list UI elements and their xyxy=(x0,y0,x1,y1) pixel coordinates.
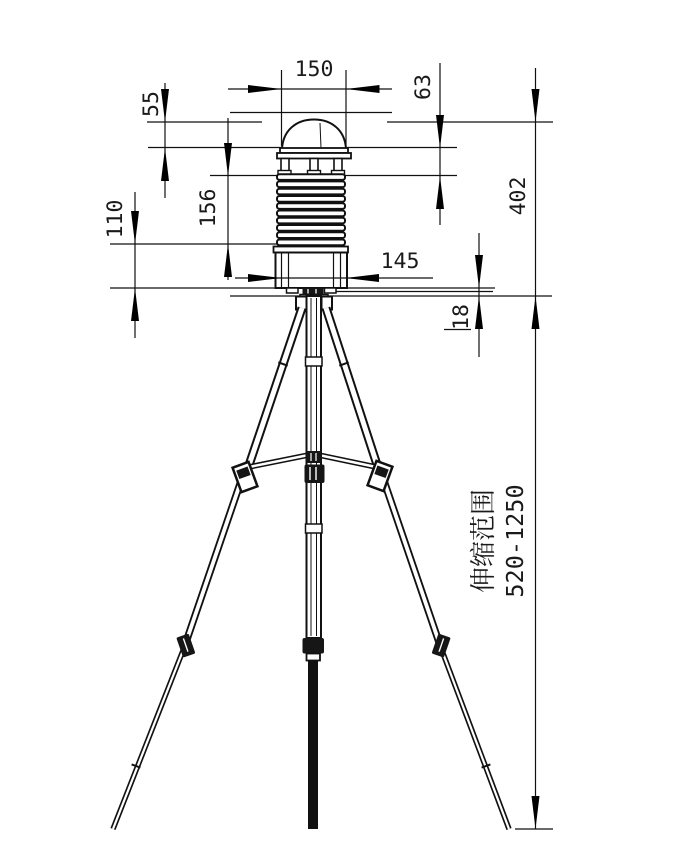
dim-label-156: 156 xyxy=(196,188,221,228)
weather-sensor xyxy=(274,120,352,310)
dim-label-150: 150 xyxy=(294,57,334,82)
dome-plate-lower xyxy=(277,153,351,159)
tripod xyxy=(113,296,509,829)
column-nut xyxy=(307,654,321,661)
dim-label-63: 63 xyxy=(411,74,436,100)
tripod-leg-left-lower xyxy=(113,481,241,829)
column-band xyxy=(306,524,323,533)
telescopic-range-value: 520-1250 xyxy=(501,484,529,598)
dim-label-145: 145 xyxy=(380,249,420,274)
telescopic-range-caption: 伸缩范围 xyxy=(469,488,499,594)
dim-label-110: 110 xyxy=(103,199,128,239)
sensor-base xyxy=(274,247,349,294)
dim-label-55: 55 xyxy=(139,91,164,117)
base-foot-right xyxy=(325,288,337,293)
column-band xyxy=(306,357,323,366)
tripod-leg-right-upper xyxy=(326,308,381,477)
dim-label-402: 402 xyxy=(506,176,531,216)
base-foot-left xyxy=(287,288,299,293)
center-pole xyxy=(308,660,318,829)
strut-peak-block xyxy=(306,451,322,463)
pillars xyxy=(278,159,345,175)
strut-collar xyxy=(305,465,325,484)
sensor-dome xyxy=(282,120,346,150)
tripod-leg-left-upper xyxy=(245,308,302,477)
louver-stack xyxy=(277,174,345,245)
dim-label-18: 18 xyxy=(449,304,474,330)
tripod-column xyxy=(303,296,325,829)
column-clamp xyxy=(303,638,325,654)
